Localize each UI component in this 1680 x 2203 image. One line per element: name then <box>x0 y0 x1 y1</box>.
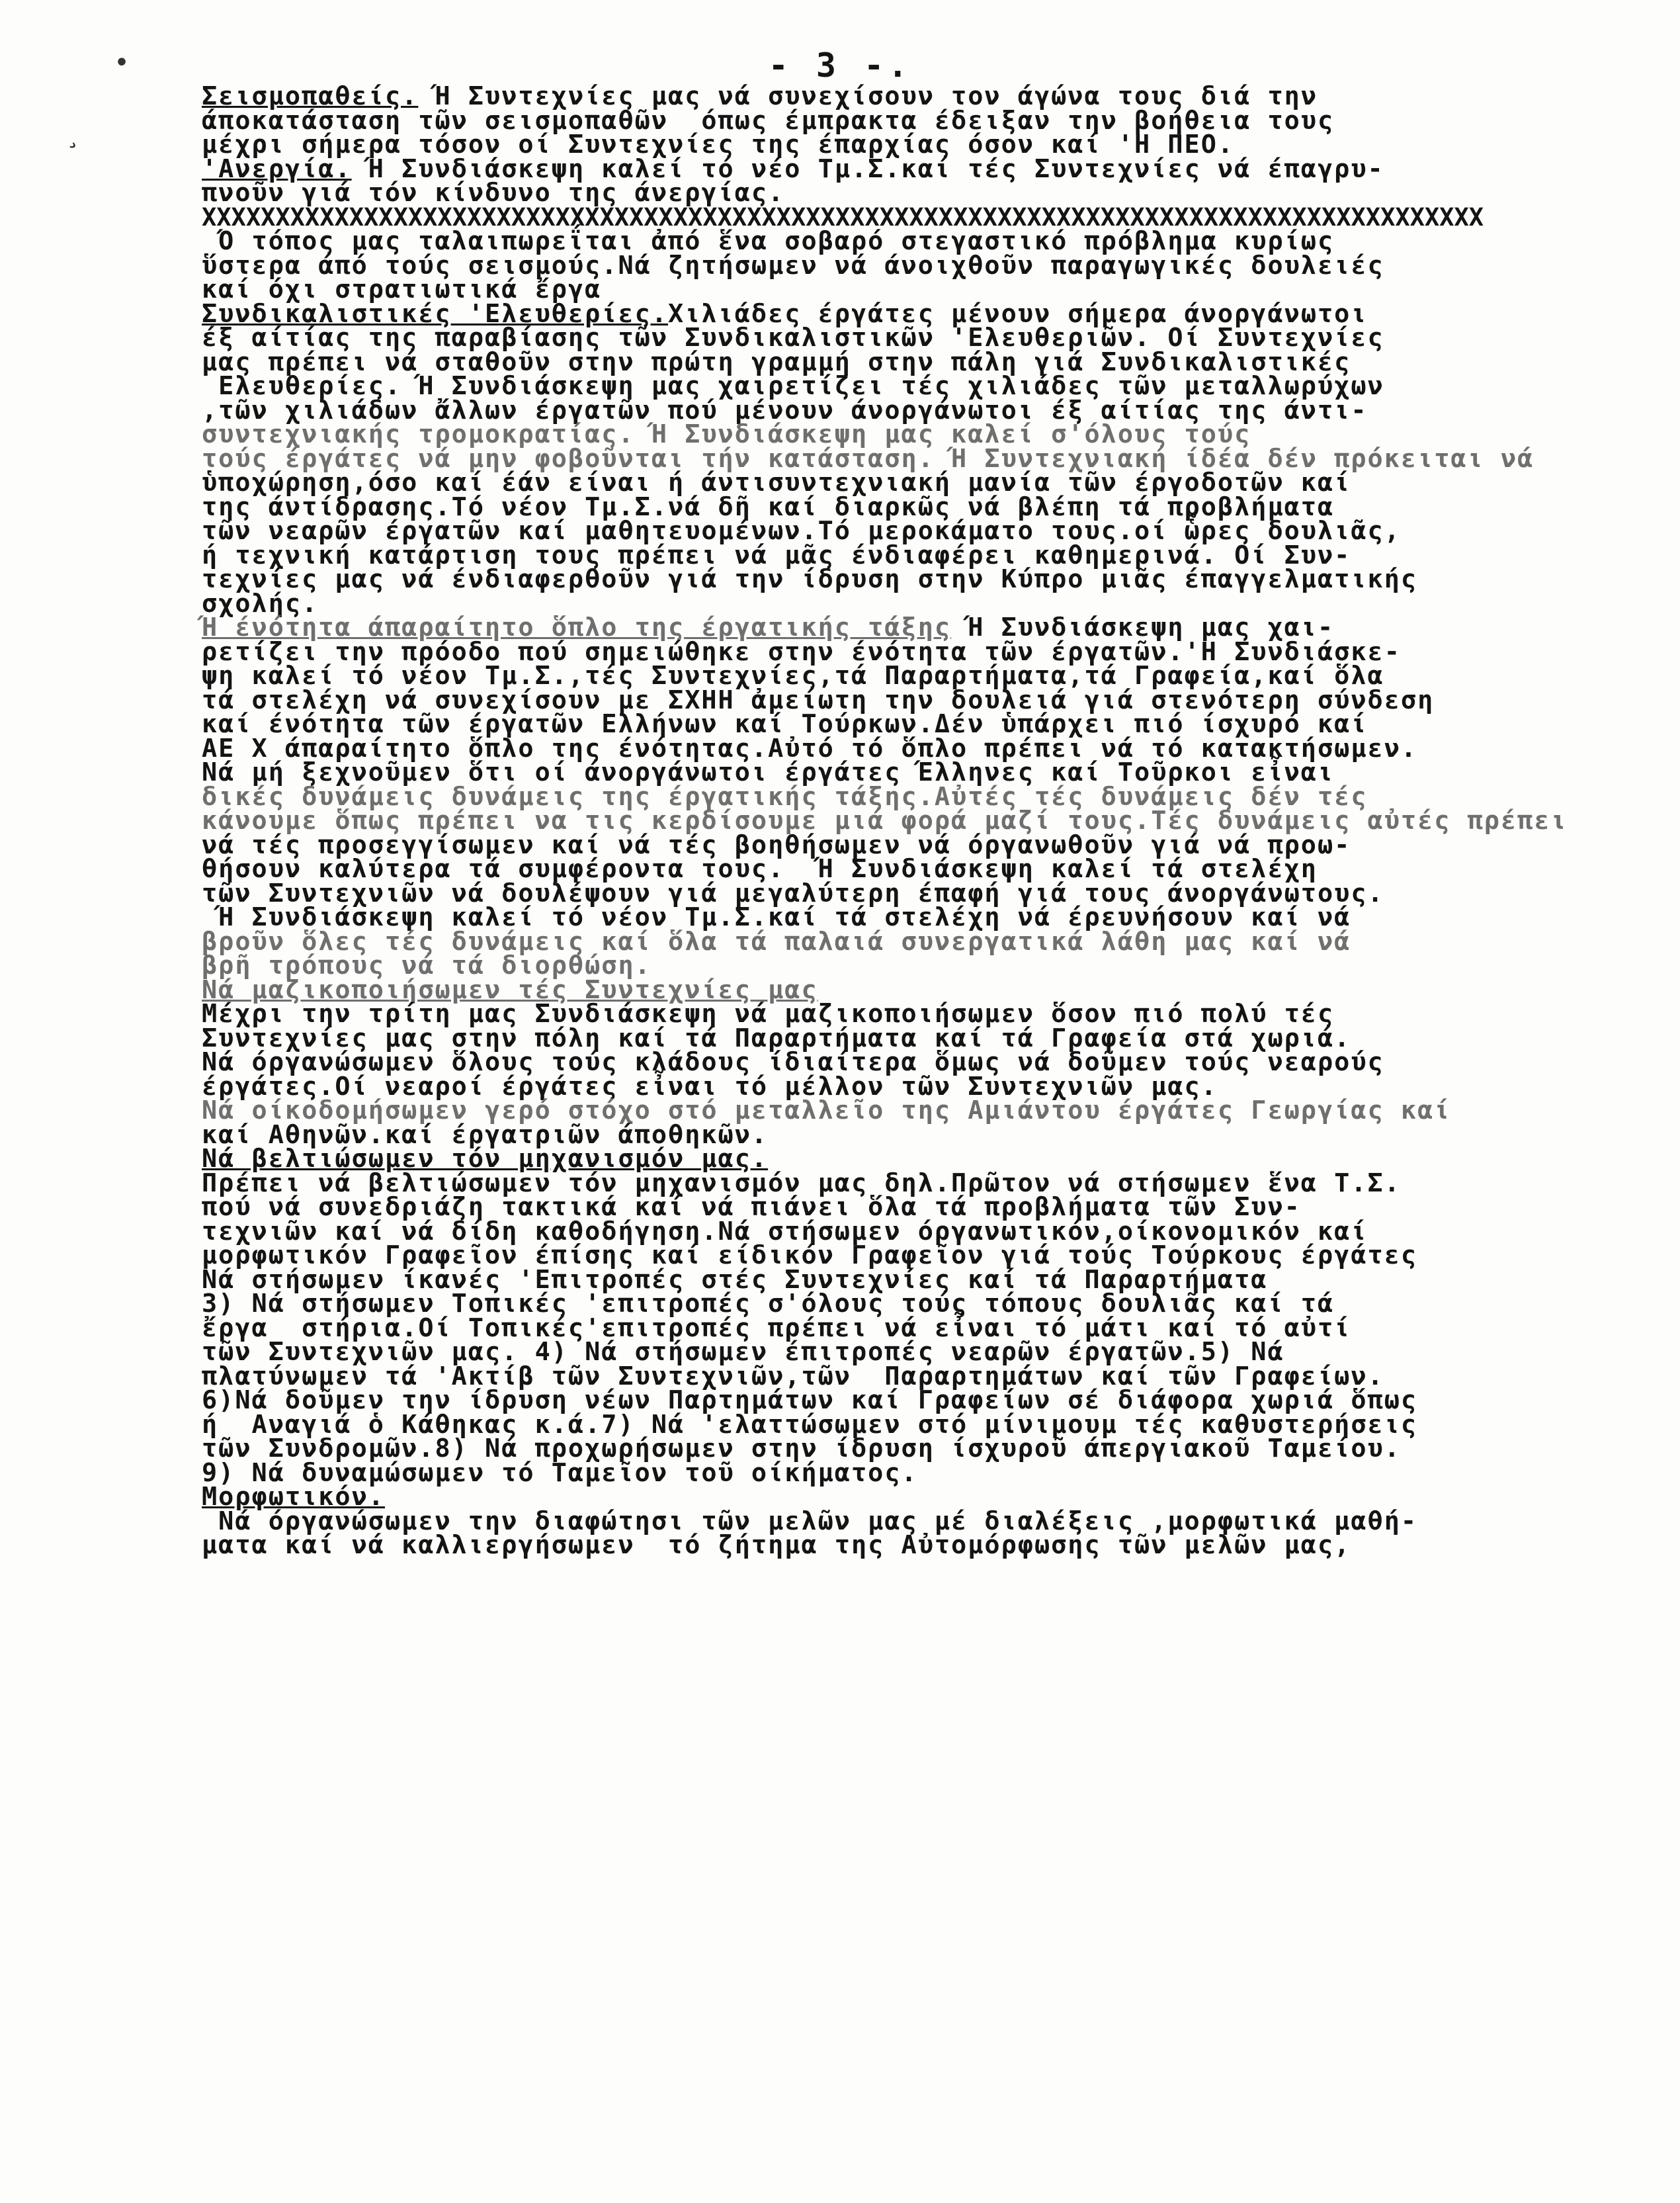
line-text: δικές δυνάμεις δυνάμεις της έργατικής τάξης.Αὐτές τές δυνάμεις δέν τές <box>202 781 1368 812</box>
line-text: τῶν νεαρῶν έργατῶν καί μαθητευομένων.Τό μεροκάματο τους.οί ὧρες δουλιᾶς, <box>202 516 1401 546</box>
line-text: ὑποχώρηση,όσο καί έάν είναι ή άντισυντεχνιακή μανία τῶν έργοδοτῶν καί <box>202 468 1351 497</box>
text-line <box>202 178 1667 208</box>
line-text: ὕστερα άπό τούς σεισμούς.Νά ζητήσωμεν νά άνοιχθοῦν παραγωγικές δουλειές <box>202 250 1384 281</box>
section-heading: 'Ανεργία. <box>202 153 352 184</box>
line-text: ἔργα στήρια.Οί Τοπικές'επιτροπές πρέπει νά εἶναι τό μάτι καί τό αὐτί <box>202 1313 1351 1343</box>
text-line <box>202 564 1667 594</box>
section-heading: Ή ένότητα άπαραίτητο ὅπλο της έργατικής τάξης <box>202 613 952 642</box>
line-text: Χιλιάδες έργάτες μένουν σήμερα άνοργάνωτοι <box>668 298 1368 329</box>
line-text: ψη καλεί τό νέον Τμ.Σ.,τές Συντεχνίες,τά Παραρτήματα,τά Γραφεία,καί ὅλα <box>202 661 1384 691</box>
line-text: ή Αναγιά ὁ Κάθηκας κ.ά.7) Νά 'ελαττώσωμεν στό μίνιμουμ τές καθυστερήσεις <box>202 1409 1418 1440</box>
line-text: ,τῶν χιλιάδων ἄλλων έργατῶν πού μένουν άνοργάνωτοι έξ αίτίας της άντι- <box>202 395 1368 425</box>
section-heading: Νά βελτιώσωμεν τόν μηχανισμόν μας. <box>202 1144 769 1174</box>
line-text: βρῆ τρόπους νά τά διορθώση. <box>202 951 651 980</box>
line-text: βροῦν ὅλες τές δυνάμεις καί ὅλα τά παλαιά συνεργατικά λάθη μας καί νά <box>202 926 1351 957</box>
section-heading: Σεισμοπαθείς. <box>202 81 419 111</box>
line-text: πνοῦν γιά τόν κίνδυνο της άνεργίας. <box>202 178 785 208</box>
line-text: καί όχι στρατιωτικά ἔργα <box>202 275 602 304</box>
line-text: νά τές προσεγγίσωμεν καί νά τές βοηθήσωμεν νά όργανωθοῦν γιά νά προω- <box>202 830 1351 860</box>
line-text: τά στελέχη νά συνεχίσουν με ΣΧΗΗ ἀμείωτη την δουλειά γιά στενότερη σύνδεση <box>202 685 1435 715</box>
line-text: Νά στήσωμεν ίκανές 'Επιτροπές στές Συντεχνίες καί τά Παραρτήματα <box>202 1264 1268 1295</box>
margin-mark-left: ¸ <box>65 119 81 150</box>
line-text: της άντίδρασης.Τό νέον Τμ.Σ.νά δῆ καί διαρκῶς νά βλέπη τά προβλήματα <box>202 492 1335 522</box>
line-text: Ή Συνδιάσκεψη μας χαι- <box>951 613 1335 642</box>
line-text: Ή Συντεχνίες μας νά συνεχίσουν τον άγώνα τους διά την <box>418 81 1318 111</box>
line-text: πλατύνωμεν τά 'Ακτίβ τῶν Συντεχνιῶν,τῶν Παραρτημάτων καί τῶν Γραφείων. <box>202 1361 1384 1391</box>
line-text: ΑΕ Χ άπαραίτητο ὅπλο της ένότητας.Αὐτό τό ὅπλο πρέπει νά τό κατακτήσωμεν. <box>202 733 1418 763</box>
line-text: τῶν Συντεχνιῶν νά δουλέψουν γιά μεγαλύτερη έπαφή γιά τους άνοργάνωτους. <box>202 878 1384 908</box>
line-text: κάνουμε ὅπως πρέπει να τις κερδίσουμε μιά φορά μαζί τους.Τές δυνάμεις αὐτές πρέπει <box>202 806 1568 836</box>
line-text: ρετίζει την πρόοδο πού σημειώθηκε στην ένότητα τῶν έργατῶν.'Η Συνδιάσκε- <box>202 636 1401 667</box>
line-text: ή τεχνική κατάρτιση τους πρέπει νά μᾶς ένδιαφέρει καθημερινά. Οί Συν- <box>202 540 1351 570</box>
line-text: θήσουν καλύτερα τά συμφέροντα τους. Ή Συνδιάσκεψη καλεί τά στελέχη <box>202 854 1318 884</box>
line-text: 3) Νά στήσωμεν Τοπικές 'επιτροπές σ'όλους τούς τόπους δουλιᾶς καί τά <box>202 1289 1335 1318</box>
margin-mark-top: • <box>114 48 130 78</box>
line-text: μέχρι σήμερα τόσον οί Συντεχνίες της έπαρχίας όσον καί 'Η ΠΕΟ. <box>202 130 1235 159</box>
section-heading: Συνδικαλιστικές 'Ελευθερίες. <box>202 298 669 329</box>
document-body <box>202 81 1667 1560</box>
line-text: τεχνίες μας νά ένδιαφερθοῦν γιά την ίδρυση στην Κύπρο μιᾶς έπαγγελματικής <box>202 564 1418 594</box>
line-text: 6)Νά δοῦμεν την ίδρυση νέων Παρτημάτων καί Γραφείων σέ διάφορα χωριά ὅπως <box>202 1385 1418 1415</box>
line-text: συντεχνιακής τρομοκρατίας. Ή Συνδιάσκεψη μας καλεί σ'όλους τούς <box>202 419 1251 449</box>
line-text: τούς έργάτες νά μην φοβοῦνται τήν κατάσταση. Ή Συντεχνιακή ίδέα δέν πρόκειται νά <box>202 443 1534 474</box>
line-text: σχολής. <box>202 588 319 619</box>
section-heading: Μορφωτικόν. <box>202 1482 385 1512</box>
line-text: Νά μή ξεχνοῦμεν ὅτι οί άνοργάνωτοι έργάτες Έλληνες καί Τοῦρκοι εἶναι <box>202 757 1335 787</box>
line-text: άποκατάσταση τῶν σεισμοπαθῶν όπως έμπρακτα έδειξαν την βοήθεια τους <box>202 105 1335 136</box>
line-text: 9) Νά δυναμώσωμεν τό Ταμεῖον τοῦ οίκήματος. <box>202 1457 918 1488</box>
line-text: Νά οίκοδομήσωμεν γερό στόχο στό μεταλλεῖο της Αμιάντου έργάτες Γεωργίας καί <box>202 1096 1451 1125</box>
line-text: Ελευθερίες. Ή Συνδιάσκεψη μας χαιρετίζει τές χιλιάδες τῶν μεταλλωρύχων <box>202 371 1384 401</box>
line-text: μας πρέπει νά σταθοῦν στην πρώτη γραμμή στην πάλη γιά Συνδικαλιστικές <box>202 347 1351 377</box>
line-text: τῶν Συντεχνιῶν μας. 4) Νά στήσωμεν έπιτροπές νεαρῶν έργατῶν.5) Νά <box>202 1337 1284 1367</box>
line-text: τῶν Συνδρομῶν.8) Νά προχωρήσωμεν στην ίδρυση ίσχυροῦ άπεργιακοῦ Ταμείου. <box>202 1434 1401 1463</box>
line-text: καί ένότητα τῶν έργατῶν Ελλήνων καί Τούρκων.Δέν ὑπάρχει πιό ίσχυρό καί <box>202 709 1368 739</box>
line-text: ΧΧΧΧΧΧΧΧΧΧΧΧΧΧΧΧΧΧΧΧΧΧΧΧΧΧΧΧΧΧΧΧΧΧΧΧΧΧΧΧΧΧΧΧΧΧΧΧΧΧΧΧΧΧΧΧΧΧΧΧΧΧΧΧΧΧΧΧΧΧΧΧΧΧΧΧΧΧΧΧΧΧΧΧΧΧΧ <box>202 202 1484 232</box>
line-text: τεχνιῶν καί νά δίδη καθοδήγηση.Νά στήσωμεν όργανωτικόν,οίκονομικόν καί <box>202 1216 1368 1246</box>
line-text: Συντεχνίες μας στην πόλη καί τά Παραρτήματα καί τά Γραφεία στά χωριά. <box>202 1023 1351 1053</box>
line-text: Νά όργανώσωμεν την διαφώτησι τῶν μελῶν μας μέ διαλέξεις ,μορφωτικά μαθή- <box>202 1506 1418 1536</box>
line-text: Ό τόπος μας ταλαιπωρεΐται ἀπό ἕνα σοβαρό στεγαστικό πρόβλημα κυρίως <box>202 226 1335 256</box>
line-text: Νά όργανώσωμεν ὅλους τούς κλάδους ίδιαίτερα ὅμως νά δοῦμεν τούς νεαρούς <box>202 1047 1384 1077</box>
line-text: έξ αίτίας της παραβίασης τῶν Συνδικαλιστικῶν 'Ελευθεριῶν. Οί Συντεχνίες <box>202 323 1384 353</box>
line-text: ματα καί νά καλλιεργήσωμεν τό ζήτημα της Αὐτομόρφωσης τῶν μελῶν μας, <box>202 1530 1351 1560</box>
line-text: πού νά συνεδριάζη τακτικά καί νά πιάνει ὅλα τά προβλήματα τῶν Συν- <box>202 1192 1301 1222</box>
text-line <box>202 1457 1667 1488</box>
line-text: Μέχρι την τρίτη μας Συνδιάσκεψη νά μαζικοποιήσωμεν ὅσον πιό πολύ τές <box>202 999 1335 1029</box>
section-heading: Νά μαζικοποιήσωμεν τές Συντεχνίες μας <box>202 974 818 1005</box>
page-number: - 3 -. <box>768 46 912 85</box>
text-line <box>202 1530 1667 1560</box>
line-text: Πρέπει νά βελτιώσωμεν τόν μηχανισμόν μας δηλ.Πρῶτον νά στήσωμεν ἕνα Τ.Σ. <box>202 1168 1401 1198</box>
line-text: έργάτες.Οί νεαροί έργάτες εἶναι τό μέλλον τῶν Συντεχνιῶν μας. <box>202 1071 1218 1102</box>
line-text: μορφωτικόν Γραφεῖον έπίσης καί είδικόν Γραφεῖον γιά τούς Τούρκους έργάτες <box>202 1240 1418 1270</box>
line-text: καί Αθηνῶν.καί έργατριῶν άποθηκῶν. <box>202 1119 769 1150</box>
line-text: Ή Συνδιάσκεψη καλεί τό νέον Τμ.Σ.καί τά στελέχη νά έρευνήσουν καί νά <box>202 902 1351 932</box>
line-text: Ή Συνδιάσκεψη καλεί τό νέο Τμ.Σ.καί τές Συντεχνίες νά έπαγρυ- <box>351 153 1384 184</box>
